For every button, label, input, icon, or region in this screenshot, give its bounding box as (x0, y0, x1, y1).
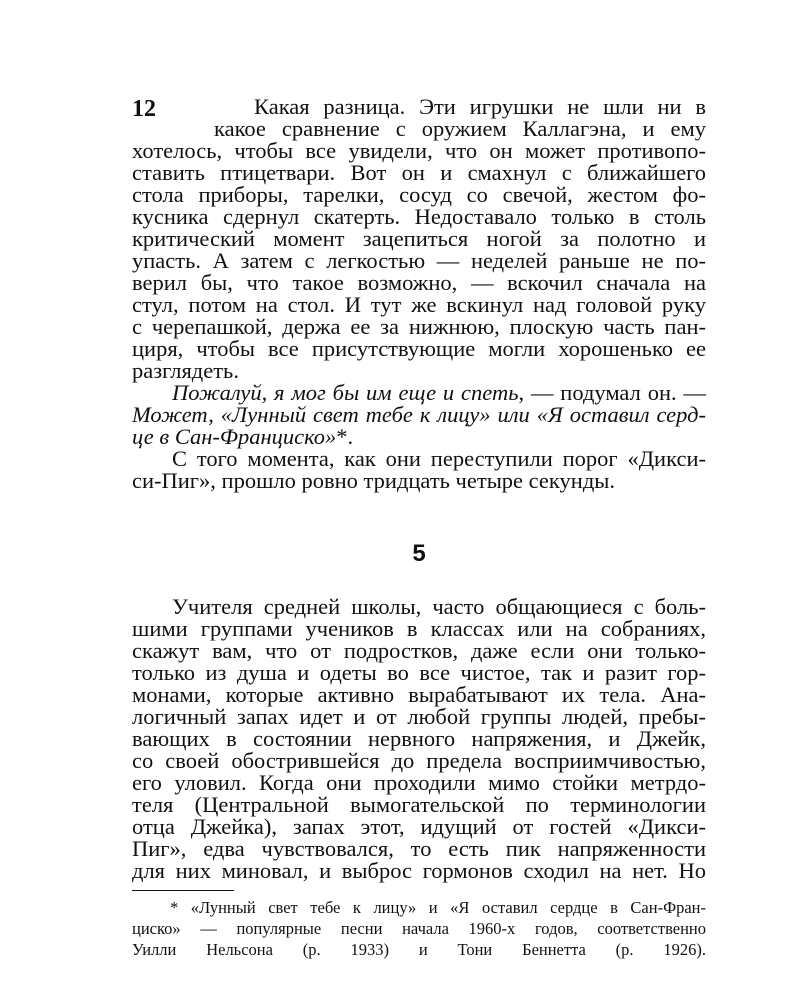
chapter-number: 5 (412, 540, 426, 567)
page-number: 12 (132, 96, 156, 122)
text-line: теля (Центральной вымогательской по терминологии (132, 792, 706, 817)
text-line: со своей обострившейся до предела восприимчивостью, (132, 748, 706, 773)
paragraph-4 (132, 596, 706, 882)
footnote-line: Уилли Нельсона (р. 1933) и Тони Беннетта (р. 1926). (132, 940, 706, 959)
text-line: его уловил. Когда они проходили мимо стойки метрдо- (132, 770, 706, 795)
paragraph-1 (132, 96, 706, 382)
text-line: ставить птицетвари. Вот он и смахнул с ближайшего (132, 160, 706, 185)
text-line (132, 382, 706, 404)
text-line: шими группами учеников в классах или на собраниях, (132, 616, 706, 641)
text-line: упасть. А затем с легкостью — неделей раньше не по- (132, 248, 706, 273)
text-line: хотелось, чтобы все увидели, что он может противопо- (132, 138, 706, 163)
text-line: Какая разница. Эти игрушки не шли ни в (254, 94, 706, 119)
italic-thought: Пожалуй, я мог бы им еще и спеть (172, 380, 519, 405)
text-line: скажут вам, что от подростков, даже если они только- (132, 638, 706, 663)
text-line (132, 426, 706, 448)
text-line: для них миновал, и выброс гормонов сходил на нет. Но (132, 858, 706, 883)
text-line: только из душа и одеты во все чистое, так и разит гор- (132, 660, 706, 685)
footnote-line: * «Лунный свет тебе к лицу» и «Я оставил сердце в Сан-Фран- (170, 898, 706, 917)
text-line: вающих в состоянии нервного напряжения, и Джейк, (132, 726, 706, 751)
book-page (132, 96, 706, 960)
paragraph-2 (132, 382, 706, 448)
text-line: С того момента, как они переступили порог «Дикси- (172, 446, 706, 471)
text-line: кусника сдернул скатерть. Недоставало только в столь (132, 204, 706, 229)
text-fragment: , — подумал он. — (518, 380, 706, 405)
footnote-line: циско» — популярные песни начала 1960-х годов, соответственно (132, 919, 706, 938)
text-line: с черепашкой, держа ее за нижнюю, плоскую часть пан- (132, 314, 706, 339)
text-line: стола приборы, тарелки, сосуд со свечой, жестом фо- (132, 182, 706, 207)
footnote (132, 897, 706, 960)
text-line: критический момент зацепиться ногой за полотно и (132, 226, 706, 251)
text-line: Пиг», едва чувствовался, то есть пик напряженности (132, 836, 706, 861)
paragraph-3 (132, 448, 706, 492)
footnote-divider (132, 890, 234, 891)
footnote-marker: *. (336, 424, 354, 449)
italic-thought: це в Сан-Франциско» (132, 424, 337, 449)
text-line: си-Пиг», прошло ровно тридцать четыре секунды. (132, 468, 616, 493)
text-line: верил бы, что такое возможно, — вскочил сначала на (132, 270, 706, 295)
text-line: разглядеть. (132, 358, 239, 383)
text-line: стул, потом на стол. И тут же вскинул над головой руку (132, 292, 706, 317)
text-line-italic: Может, «Лунный свет тебе к лицу» или «Я оставил серд- (132, 402, 706, 427)
text-line: отца Джейка), запах этот, идущий от гостей «Дикси- (132, 814, 706, 839)
text-line: монами, которые активно вырабатывают их тела. Ана- (132, 682, 706, 707)
text-line: логичный запах идет и от любой группы людей, пребы- (132, 704, 706, 729)
text-line: какое сравнение с оружием Каллагэна, и ему (214, 116, 706, 141)
text-line: Учителя средней школы, часто общающиеся с боль- (172, 594, 706, 619)
text-line: циря, чтобы все присутствующие могли хорошенько ее (132, 336, 706, 361)
